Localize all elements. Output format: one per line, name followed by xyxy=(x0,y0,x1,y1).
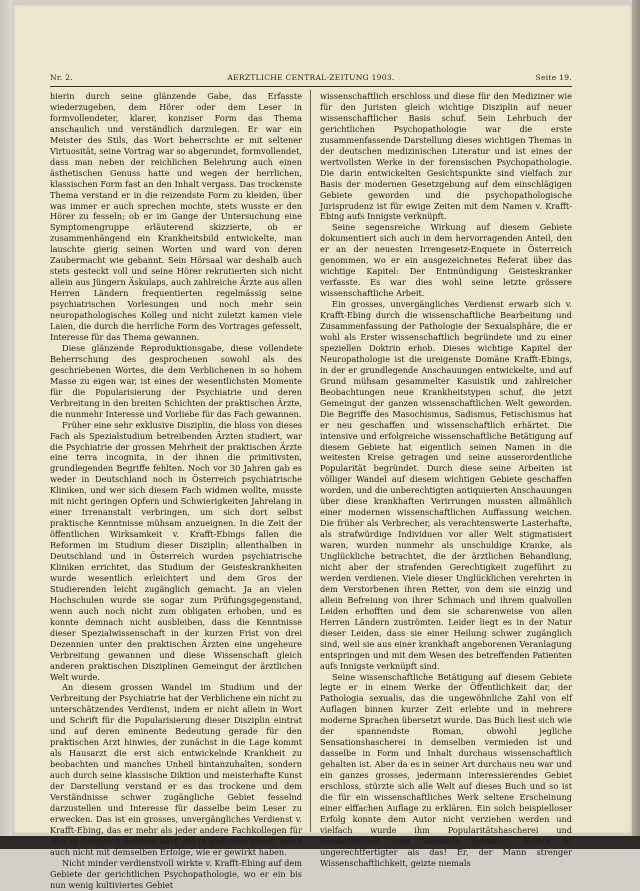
paragraph: hierin durch seine glänzende Gabe, das Erfasste wiederzugeben, dem Hörer oder dem Leser in formvollendeter, klarer, konziser Form das Thema anschaulich und verständlich darzulegen. Er war ein Meister des Stils, das Wort beherrschte er mit seltener Virtuosität, seine Vortrag war so abgerundet, formvollendet, dass man neben der reichlichen Belehrung auch einen ästhetischen Genuss hatte und wegen der herrlichen, klassischen Form fast an den Inhalt vergass. Das trockenste Thema verstand er in die reizendste Form zu kleiden, über was immer er auch sprechen mochte, stets wusste er den Hörer zu fesseln; ob er im Gange der Untersuchung eine Symptomengruppe erläuterend skizzierte, ob er zusammenhängend ein Krankheitsbild entwickelte, man lauschte gierig seinen Worten und ward von deren Zaubermacht wie gebannt. Sein Hörsaal war deshalb auch stets gesteckt voll und seine Hörer rekrutierten sich nicht allein aus Jüngern Äskulaps, auch zahlreiche Ärzte aus allen Herren Ländern frequentierten regelmässig seine psychiatrischen Vorlesungen und noch mehr sein neuropathologisches Kolleg und nicht zuletzt kamen viele Laien, die durch die herrliche Form des Vortrages gefesselt, Interesse für das Thema gewannen. xyxy=(50,91,302,342)
paragraph: Früher eine sehr exklusive Disziplin, die bloss von dieses Fach als Spezialstudium betreibenden Ärzten studiert, war die Psychiatrie der grossen Mehrheit der praktischen Ärzte eine terra incognita, in der ihnen die primitivsten, grundlegenden Begriffe fehlten. Noch vor 30 Jahren gab es weder in Deutschland noch in Österreich psychiatrische Kliniken, und wer sich diesem Fach widmen wollte, musste mit nicht geringen Opfern und Schwierigkeiten Jahrelang in einer Irrenanstalt verbringen, um sich dort selbst praktische Kenntnisse mühsam anzueignen. In die Zeit der öffentlichen Wirksamkeit v. Krafft-Ebings fallen die Reformen im Studium dieser Disziplin; allenthalben in Deutschland und in Österreich wurden psychiatrische Kliniken errichtet, das Studium der Geisteskrankheiten wurde wesentlich erleichtert und dem Gros der Studierenden leicht zugänglich gemacht. Ja an vielen Hochschulen wurde sie sogar zum Prüfungsgegenstand, wenn auch noch nicht zum obligaten erhoben, und es konnte demnach nicht ausbleiben, dass die Kenntnisse dieser Spezialwissenschaft in der kurzen Frist von drei Dezennien unter den praktischen Ärzten eine ungeheure Verbreitung gewannen und diese Wissenschaft gleich anderen praktischen Disziplinen Gemeingut der ärztlichen Welt wurde. xyxy=(50,419,302,682)
paragraph: Nicht minder verdienstvoll wirkte v. Krafft-Ebing auf dem Gebiete der gerichtlichen Psychopathologie, wo er ein bis nun wenig kultiviertes Gebiet xyxy=(50,857,302,890)
paragraph: Seine wissenschaftliche Betätigung auf diesem Gebiete legte er in einem Werke der Öffentlichkeit dar, der Pathologia sexualis, das die ungewöhnliche Zahl von elf Auflagen binnen kurzer Zeit erlebte und in mehrere moderne Sprachen übersetzt wurde. Das Buch liest sich wie der spannendste Roman, obwohl jegliche Sensationshascherei in demselben vermieden ist und dasselbe in Form und Inhalt durchaus wissenschaftlich gehalten ist. Aber da es in seiner Art durchaus neu war und ein ganzes grosses, jedermann interessierendes Gebiet erschloss, stürzte sich alle Welt auf dieses Buch und so ist die für ein wissenschaftliches Werk seltene Erscheinung einer elffachen Auflage zu erklären. Ein solch beispielloser Erfolg konnte dem Autor nicht verziehen werden und vielfach wurde ihm Popularitätshascherei und Sensationslust zum Vorwurfe gemacht. Nichts ist ungerechtfertigter als das! Er, der Mann strenger Wissenschaftlichkeit, geizte niemals xyxy=(320,671,572,868)
scan-background-left xyxy=(0,0,12,849)
scan-page-edge xyxy=(632,0,640,836)
journal-title: AERZTLICHE CENTRAL-ZEITUNG 1903. xyxy=(227,73,395,82)
right-column xyxy=(320,91,572,868)
issue-number: Nr. 2. xyxy=(50,73,74,82)
running-header xyxy=(50,73,572,85)
paragraph: Ein grosses, unvergängliches Verdienst erwarb sich v. Krafft-Ebing durch die wissenschaftliche Bearbeitung und Zusammenfassung der Pathologie der Sexualsphäre, die er wohl als Erster wissenschaftlich begründete und zu einer speziellen Doktrin erhob. Dieses wichtige Kapitel der Neuropathologie ist die ureigenste Domäne Krafft-Ebings, in der er grundlegende Anschauungen entwickelte, und auf Grund mühsam gesammelter Kasuistik und zahlreicher Beobachtungen neue Krankheitstypen schuf, die jetzt Gemeingut der ganzen wissenschaftlichen Welt geworden. Die Begriffe des Masochismus, Sadismus, Fetischismus hat er neu geschaffen und wissenschaftlich erhärtet. Die intensive und erfolgreiche wissenschaftliche Betätigung auf diesem Gebiete hat eigentlich seinen Namen in die weitesten Kreise getragen und seine ausserordentliche Popularität begründet. Durch diese seine Arbeiten ist völliger Wandel auf diesem wichtigen Gebiete geschaffen worden, und die unberechtigten antiquierten Anschauungen über diese krankhaften Verirrungen mussten allmählich einer modernen wissenschaftlichen Auffassung weichen. Die früher als Verbrecher, als verachtenswerte Lasterhafte, als strafwürdige Individuen vor aller Welt stigmatisiert waren, wurden nunmehr als unschuldige Kranke, als Unglückliche betrachtet, die der ärztlichen Behandlung, nicht aber der strafenden Gerechtigkeit zugeführt zu werden verdienen. Viele dieser Unglücklichen verehrten in dem Verstorbenen ihren Retter, von dem sie einzig und allein Befreiung von ihrer Schmach und ihrem qualvollen Leiden erhofften und dem sie scharenweise von allen Herren Ländern zuströmten. Leider liegt es in der Natur dieser Leiden, dass sie einer Heilung schwer zugänglich sind, weil sie aus einer krankhaft angeborenen Veranlagung entspringen und mit dem Wesen des betreffenden Patienten aufs Innigste verknüpft sind. xyxy=(320,299,572,671)
paragraph: An diesem grossen Wandel im Studium und der Verbreitung der Psychiatrie hat der Verblichene ein nicht zu unterschätzendes Verdienst, indem er nicht allein in Wort und Schrift für die Popularisierung dieser Disziplin eintrat und auf deren eminente Bedeutung gerade für den praktischen Arzt hinwies, der zunächst in die Lage kommt als Hausarzt die erst sich entwickelnde Krankheit zu beobachten und manches Unheil hintanzuhalten, sondern auch durch seine klassische Diktion und meisterhafte Kunst der Darstellung verstand er es das trockene und dem Verständnisse schwer zugängliche Gebiet fesselnd darzustellen und Interesse für dasselbe beim Leser zu erwecken. Das ist ein grosses, unvergängliches Verdienst v. Krafft-Ebing, das er mehr als jeder andere Fachkollegen für sich in Anspruch nehmen darf, die in gleichem Sinne, wenn auch nicht mit demselben Erfolge, wie er gewirkt haben. xyxy=(50,682,302,857)
paragraph: Seine segensreiche Wirkung auf diesem Gebiete dokumentiert sich auch in dem hervorragenden Anteil, den er an der neuesten Irrengesetz-Enquete in Österreich genommen, wo er ein ausgezeichnetes Referat über das wichtige Kapitel: Der Entmündigung Geisteskranker verfasste. Es war dies wohl seine letzte grössere wissenschaftliche Arbeit. xyxy=(320,222,572,299)
paragraph: Diese glänzende Reproduktionsgabe, diese vollendete Beherrschung des gesprochenen sowohl als des geschriebenen Wortes, die dem Verblichenen in so hohem Masse zu eigen war, ist eines der wesentlichsten Momente für die Popularisierung der Psychiatrie und deren Verbreitung in den breiten Schichten der praktischen Ärzte, die nunmehr Interesse und Vorliebe für das Fach gewannen. xyxy=(50,342,302,419)
column-divider xyxy=(310,90,311,832)
header-rule xyxy=(50,86,572,87)
left-column xyxy=(50,91,302,890)
page-number: Seite 19. xyxy=(535,73,572,82)
paragraph: wissenschaftlich erschloss und diese für den Mediziner wie für den Juristen gleich wichtige Disziplin auf neuer wissenschaftlicher Basis schuf. Sein Lehrbuch der gerichtlichen Psychopathologie war die erste zusammenfassende Darstellung dieses wichtigen Themas in der deutschen medizinischen Literatur und ist eines der wertvollsten Werke in der forensischen Psychopathologie. Die darin entwickelten Gesichtspunkte sind vielfach zur Basis der modernen Gesetzgebung auf dem einschlägigen Gebiete geworden und die psychopathologische Jurisprudenz ist für ewige Zeiten mit dem Namen v. Krafft-Ebing aufs Innigste verknüpft. xyxy=(320,91,572,222)
